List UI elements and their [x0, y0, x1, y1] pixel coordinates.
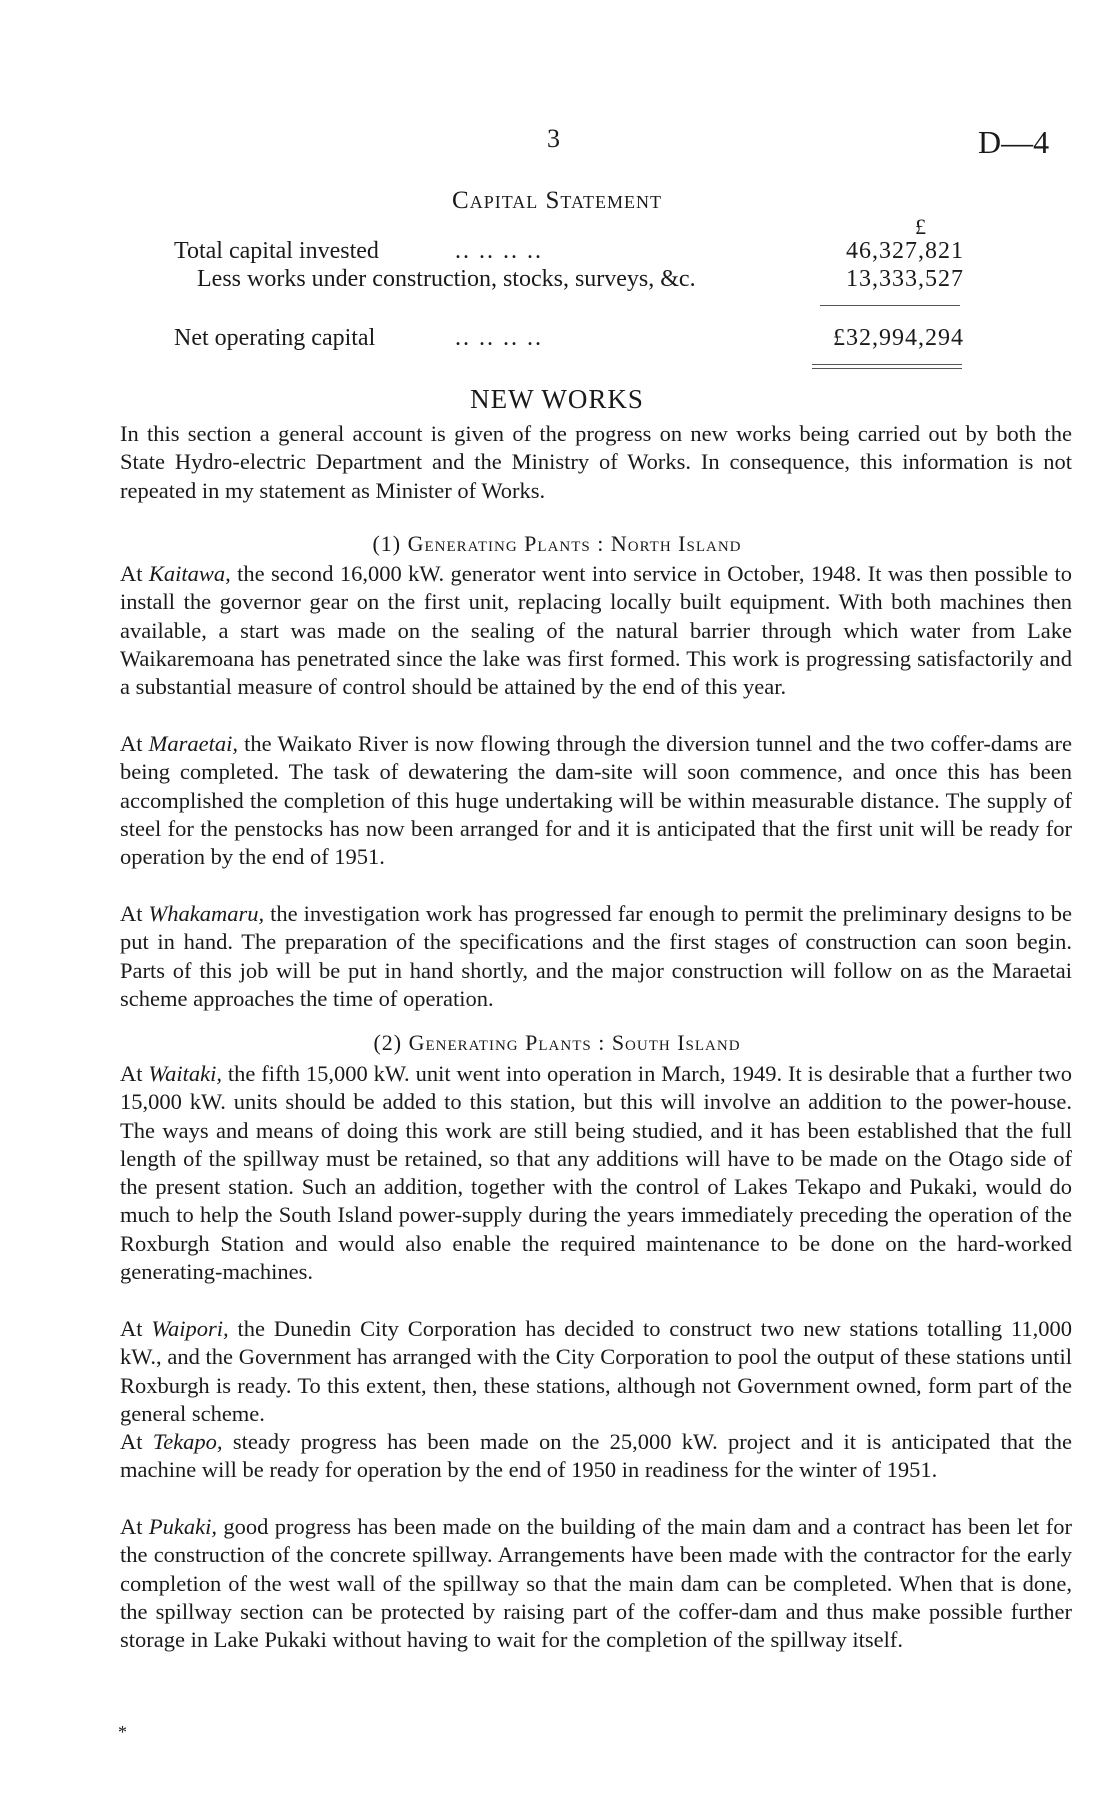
- place-name: Waipori,: [151, 1316, 229, 1341]
- total-double-rule-bottom: [812, 368, 962, 369]
- paragraph-text: the second 16,000 kW. generator went into service in October, 1948. It was then possible to install the governor gear on the first unit, replacing locally built equipment. With both machines then available, a start was made on the sealing of the natural barrier through which water from Lake Waikaremoana has penetrated since the lake was first formed. This work is progressing satisfactorily and a substantial measure of control should be attained by the end of this year.: [120, 561, 1073, 700]
- new-works-heading: NEW WORKS: [470, 384, 644, 414]
- paragraph-text: good progress has been made on the building of the main dam and a contract has been let for the construction of the concrete spillway. Arrangements have been made with the contractor for the early completion of the west wall of the spillway so that the main dam can be completed. When that is done, the spillway section can be protected by raising part of the coffer-dam and thus make possible further storage in Lake Pukaki without having to wait for the completion of the spillway itself.: [120, 1514, 1073, 1653]
- new-works-intro: [120, 420, 1072, 505]
- capital-row-label: Less works under construction, stocks, surveys, &c.: [197, 266, 696, 292]
- paragraph-pukaki: [120, 1513, 1072, 1654]
- paragraph-text: the investigation work has progressed far enough to permit the preliminary designs to be put in hand. The preparation of the specifications and the first stages of construction can soon begin. Parts of this job will be put in hand shortly, and the major construction will follow on as the Maraetai scheme approaches the time of operation.: [120, 901, 1073, 1011]
- paragraph-lead: At: [120, 1316, 152, 1341]
- leader-dots: .. .. .. ..: [455, 325, 543, 351]
- paragraph-text: the Waikato River is now flowing through the diversion tunnel and the two coffer-dams are being completed. The task of dewatering the dam-site will soon commence, and once this has been accomplished the completion of this huge undertaking will be within measurable distance. The supply of steel for the penstocks has now been arranged for and it is anticipated that the first unit will be ready for operation by the end of 1951.: [120, 731, 1072, 870]
- paragraph-lead: At: [120, 1429, 153, 1454]
- capital-row-value: 13,333,527: [846, 266, 964, 292]
- place-name: Pukaki,: [148, 1514, 217, 1539]
- paragraph-lead: At: [120, 1514, 149, 1539]
- capital-row-total: [0, 238, 1114, 268]
- leader-dots: .. .. .. ..: [455, 238, 543, 264]
- paragraph-lead: At: [120, 1061, 149, 1086]
- paragraph-whakamaru: [120, 900, 1072, 1013]
- currency-symbol: £: [915, 214, 926, 239]
- capital-statement-heading: Capital Statement: [452, 187, 662, 214]
- north-island-heading: (1) Generating Plants : North Island: [372, 531, 742, 556]
- place-name: Kaitawa,: [148, 561, 231, 586]
- paragraph-text: the Dunedin City Corporation has decided to construct two new stations totalling 11,000 kW., and the Government has arranged with the City Corporation to pool the output of these stations until Roxburgh is ready. To this extent, then, these stations, although not Government owned, form part of the general scheme.: [120, 1316, 1072, 1426]
- capital-row-label: Net operating capital: [174, 325, 376, 351]
- capital-row-value: £32,994,294: [833, 325, 964, 351]
- paragraph-waitaki: [120, 1060, 1072, 1286]
- paragraph-text: the fifth 15,000 kW. unit went into operation in March, 1949. It is desirable that a further two 15,000 kW. units should be added to this station, but this will involve an addition to the power-house. The ways and means of doing this work are still being studied, and it has been established that the full length of the spillway must be retained, so that any additions will have to be made on the Otago side of the present station. Such an addition, together with the control of Lakes Tekapo and Pukaki, would do much to help the South Island power-supply during the years immediately preceding the operation of the Roxburgh Station and would also enable the required maintenance to be done on the hard-worked generating-machines.: [120, 1061, 1073, 1285]
- capital-row-less-works: [0, 266, 1114, 296]
- south-island-heading: (2) Generating Plants : South Island: [373, 1030, 741, 1055]
- capital-row-value: 46,327,821: [846, 238, 964, 264]
- place-name: Maraetai,: [148, 731, 239, 756]
- paragraph-maraetai: [120, 730, 1072, 871]
- footer-mark: *: [118, 1722, 127, 1742]
- intro-text: In this section a general account is given of the progress on new works being carried out by both the State Hydro-electric Department and the Ministry of Works. In consequence, this information is not repeated in my statement as Minister of Works.: [120, 421, 1072, 503]
- paragraph-waipori: [120, 1315, 1072, 1428]
- document-reference: D—4: [978, 124, 1050, 160]
- paragraph-lead: At: [120, 561, 149, 586]
- paragraph-lead: At: [120, 731, 149, 756]
- capital-row-net: [0, 325, 1114, 355]
- total-double-rule-top: [812, 364, 962, 365]
- subtotal-rule: [820, 305, 960, 306]
- place-name: Whakamaru,: [148, 901, 265, 926]
- paragraph-lead: At: [120, 901, 149, 926]
- page-number: 3: [547, 124, 560, 153]
- place-name: Waitaki,: [148, 1061, 222, 1086]
- paragraph-tekapo: [120, 1428, 1072, 1485]
- paragraph-kaitawa: [120, 560, 1072, 701]
- paragraph-text: steady progress has been made on the 25,000 kW. project and it is anticipated that the machine will be ready for operation by the end of 1950 in readiness for the winter of 1951.: [120, 1429, 1072, 1483]
- capital-row-label: Total capital invested: [174, 238, 379, 264]
- place-name: Tekapo,: [152, 1429, 223, 1454]
